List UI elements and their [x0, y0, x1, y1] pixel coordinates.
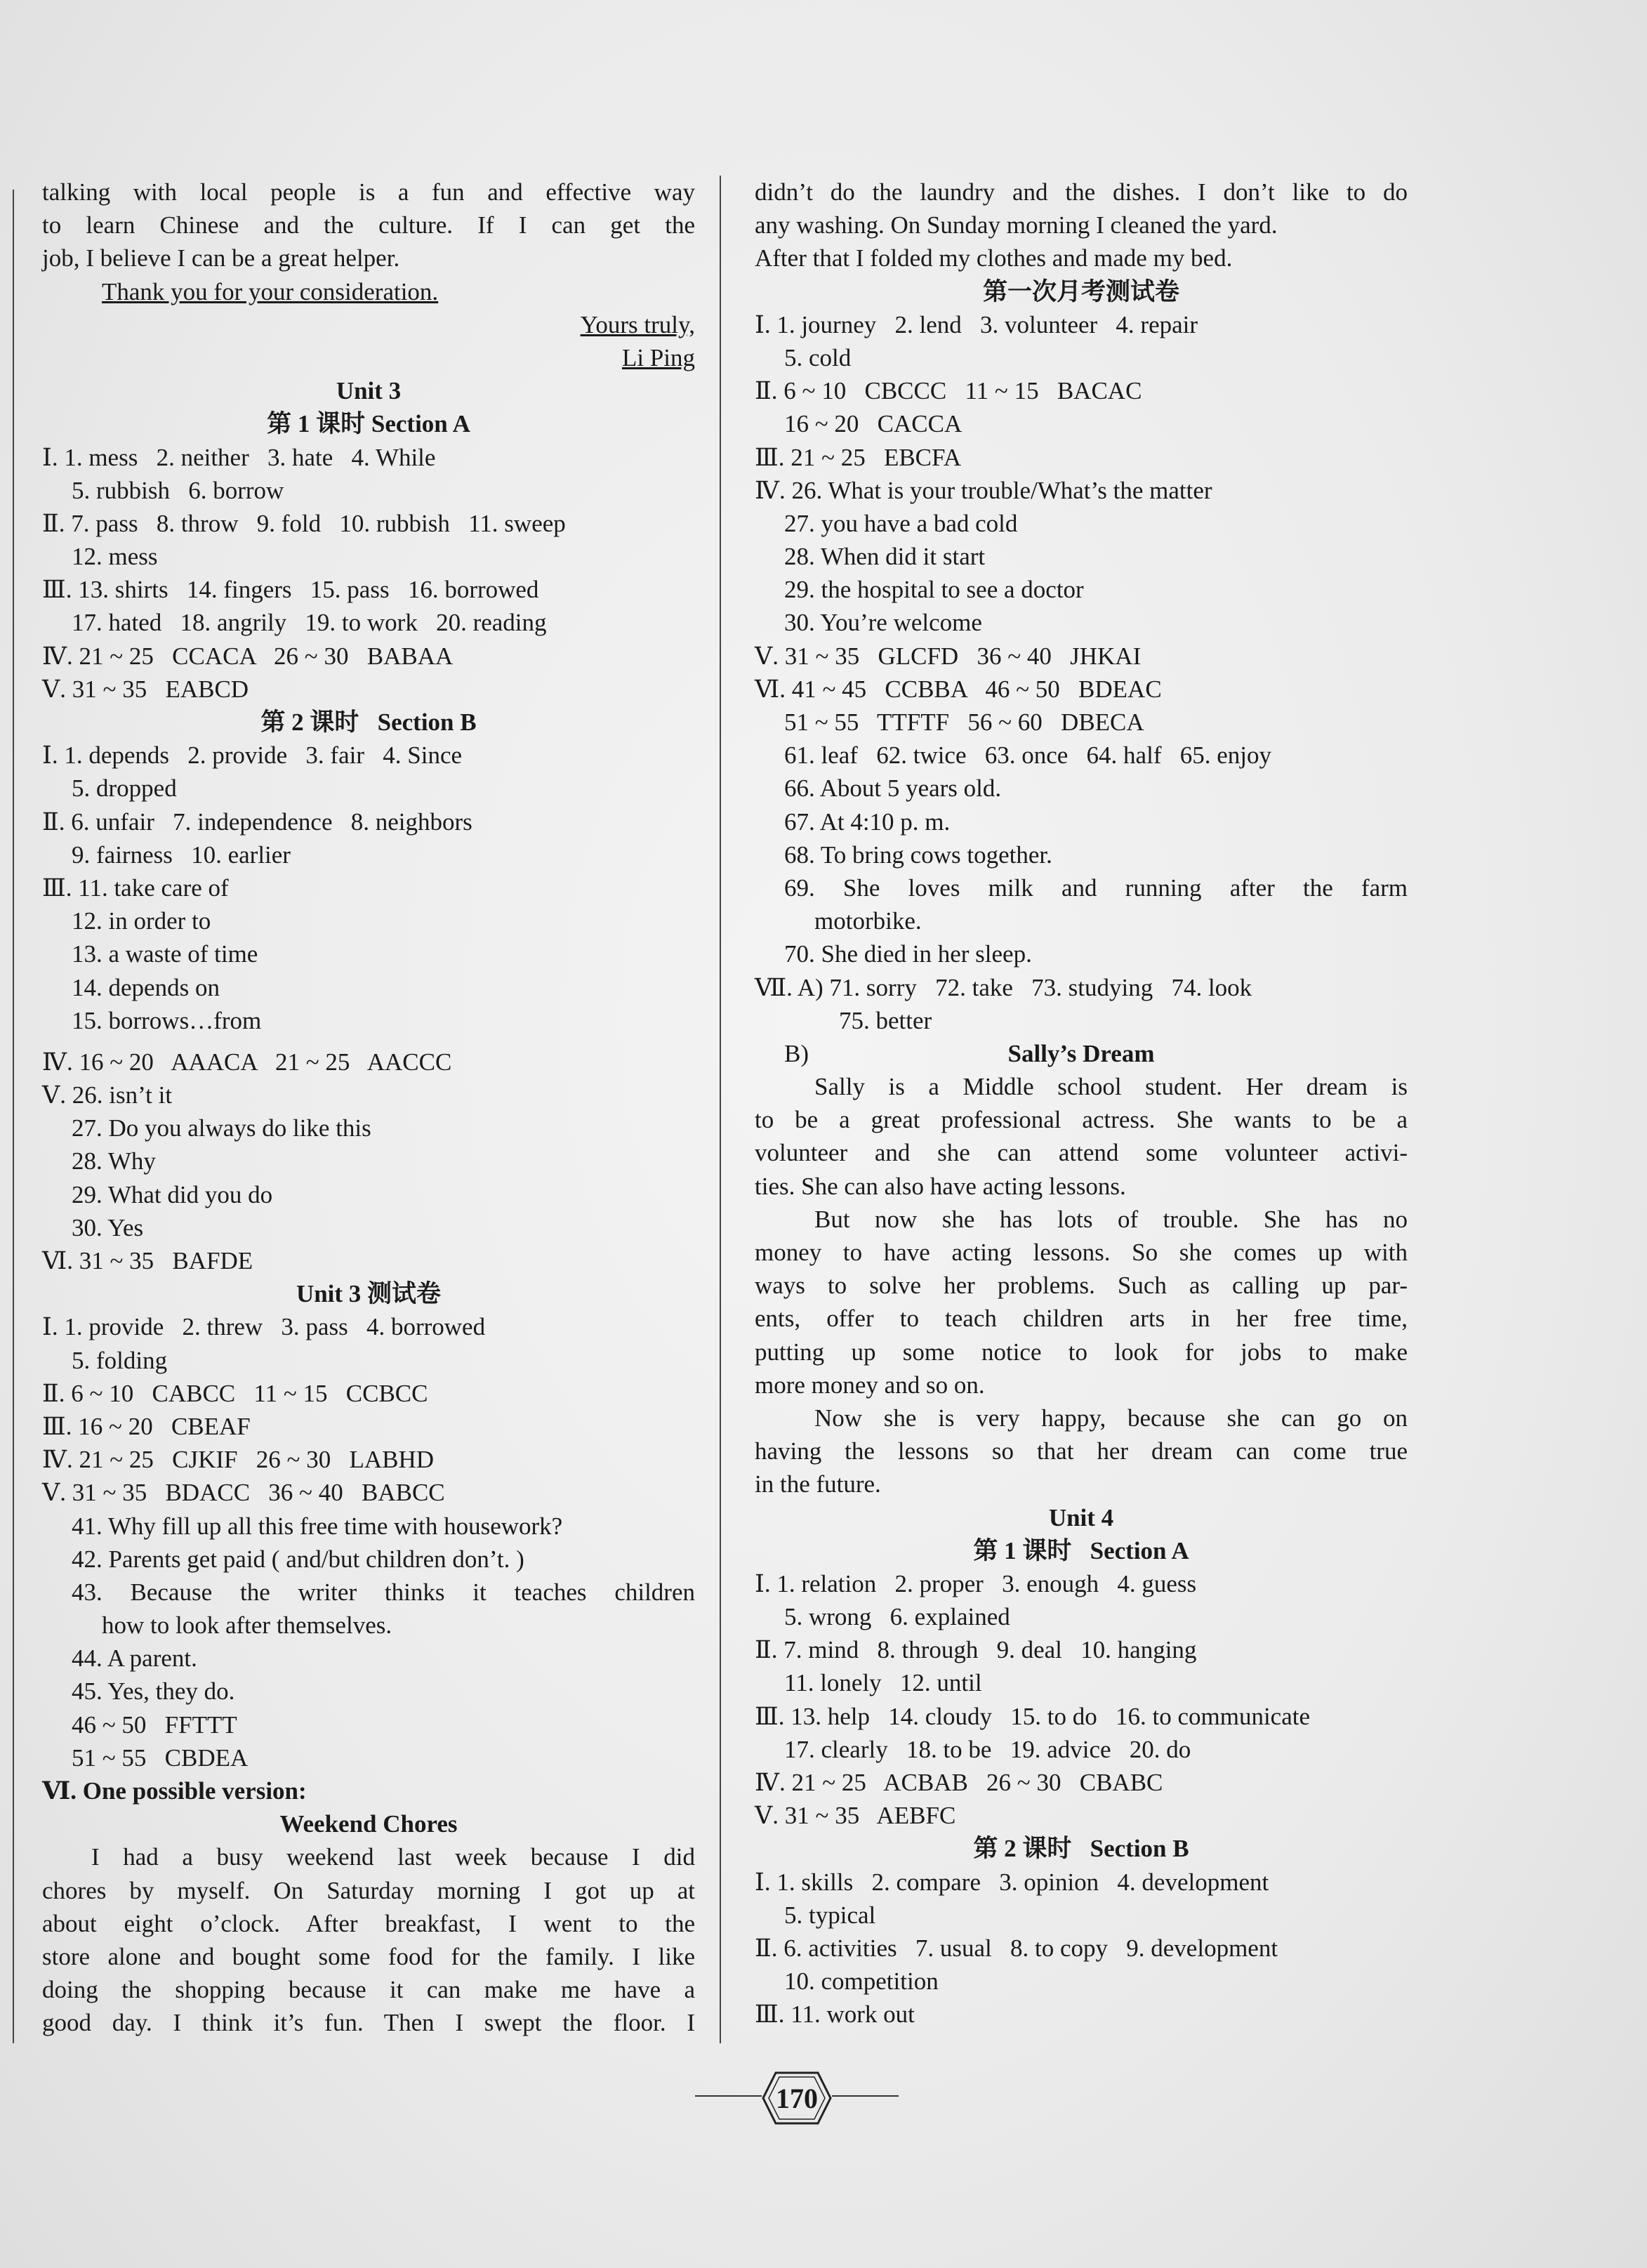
essay-line: store alone and bought some food for the family. I like [42, 1942, 695, 1970]
answer-line: 28. When did it start [784, 543, 986, 571]
answer-line: Ⅰ. 1. journey 2. lend 3. volunteer 4. repair [755, 310, 1198, 338]
page-number-badge [762, 2070, 832, 2126]
answer-line: 51 ~ 55 CBDEA [72, 1743, 249, 1772]
answer-line: 45. Yes, they do. [72, 1677, 235, 1706]
section-heading: 第 2 课时 Section B [973, 1835, 1189, 1863]
answer-line: Ⅳ. 21 ~ 25 CCACA 26 ~ 30 BABAA [42, 642, 454, 670]
essay-line: doing the shopping because it can make me have a [42, 1976, 695, 2004]
answer-line: Ⅰ. 1. depends 2. provide 3. fair 4. Since [42, 741, 463, 770]
answer-line: Ⅱ. 7. mind 8. through 9. deal 10. hanging [755, 1636, 1197, 1664]
answer-line: Ⅲ. 21 ~ 25 EBCFA [755, 443, 962, 471]
answer-line: how to look after themselves. [102, 1611, 392, 1640]
answer-line: Ⅰ. 1. relation 2. proper 3. enough 4. guess [755, 1569, 1197, 1597]
story-line: ways to solve her problems. Such as calling up par- [755, 1272, 1408, 1300]
answer-line: Ⅶ. A) 71. sorry 72. take 73. studying 74. look [755, 973, 1252, 1001]
answer-line: Ⅴ. 31 ~ 35 AEBFC [755, 1802, 956, 1830]
answer-line: Ⅲ. 13. shirts 14. fingers 15. pass 16. borrowed [42, 576, 539, 604]
signature-line [42, 341, 695, 374]
answer-line: 10. competition [784, 1967, 939, 1996]
story-line: ties. She can also have acting lessons. [755, 1172, 1126, 1200]
answer-line: 68. To bring cows together. [784, 840, 1052, 869]
closing-text: Thank you for your consideration. [102, 277, 439, 305]
story-line: But now she has lots of trouble. She has no [814, 1205, 1408, 1233]
section-heading: 第 2 课时 Section B [260, 708, 477, 736]
story-title: Sally’s Dream [1007, 1039, 1155, 1067]
answer-line: Ⅵ. One possible version: [42, 1777, 307, 1805]
page-footer [695, 2070, 899, 2126]
answer-line: 5. cold [784, 343, 852, 371]
column-divider [720, 176, 721, 2043]
answer-line: 15. borrows…from [72, 1006, 262, 1034]
answer-line: Ⅳ. 26. What is your trouble/What’s the matter [755, 476, 1212, 504]
answer-line: 5. typical [784, 1901, 876, 1929]
answer-line: 51 ~ 55 TTFTF 56 ~ 60 DBECA [784, 708, 1144, 736]
page-number: 170 [776, 2082, 818, 2114]
right-column [755, 176, 1408, 2043]
answer-line: 30. You’re welcome [784, 609, 982, 637]
answer-line: 28. Why [72, 1147, 156, 1175]
left-column [42, 176, 695, 2043]
answer-line: 11. lonely 12. until [784, 1669, 982, 1697]
answer-line: 14. depends on [72, 973, 220, 1001]
answer-line: Ⅴ. 31 ~ 35 EABCD [42, 675, 249, 703]
answer-line: Ⅲ. 11. take care of [42, 873, 229, 902]
section-heading: Unit 3 [336, 377, 402, 405]
answer-line: Ⅱ. 6. activities 7. usual 8. to copy 9. development [755, 1934, 1278, 1962]
footer-rule-left [695, 2095, 762, 2097]
answer-line: Ⅲ. 13. help 14. cloudy 15. to do 16. to communicate [755, 1702, 1311, 1730]
answer-line: 42. Parents get paid ( and/but children don’t. ) [72, 1545, 524, 1573]
essay-line: chores by myself. On Saturday morning I got up at [42, 1876, 695, 1904]
answer-line: 5. dropped [72, 774, 177, 803]
answer-line: 75. better [839, 1006, 932, 1034]
answer-line: Ⅱ. 7. pass 8. throw 9. fold 10. rubbish 11. sweep [42, 509, 566, 537]
section-heading: Unit 4 [1048, 1503, 1114, 1531]
text-line: job, I believe I can be a great helper. [42, 244, 400, 272]
text-line: talking with local people is a fun and effective way [42, 178, 695, 206]
answer-line: Ⅳ. 21 ~ 25 ACBAB 26 ~ 30 CBABC [755, 1769, 1163, 1796]
answer-line: 5. rubbish 6. borrow [72, 476, 284, 504]
answer-line: 29. What did you do [72, 1180, 273, 1208]
story-line: more money and so on. [755, 1371, 985, 1399]
answer-line: Ⅲ. 16 ~ 20 CBEAF [42, 1412, 251, 1440]
answer-line: Ⅳ. 21 ~ 25 CJKIF 26 ~ 30 LABHD [42, 1446, 435, 1474]
answer-line: Ⅰ. 1. skills 2. compare 3. opinion 4. development [755, 1868, 1269, 1896]
answer-line: 27. you have a bad cold [784, 509, 1018, 537]
answer-line: 44. A parent. [72, 1644, 197, 1673]
section-heading: 第 1 课时 Section A [267, 410, 470, 438]
signoff-line [42, 308, 695, 341]
answer-line: 66. About 5 years old. [784, 774, 1002, 803]
signoff-text: Yours truly, [580, 310, 695, 338]
answer-line: 30. Yes [72, 1213, 144, 1241]
answer-line: 12. mess [72, 543, 158, 571]
signature-text: Li Ping [621, 343, 695, 371]
answer-line: motorbike. [814, 907, 922, 935]
answer-line: 69. She loves milk and running after the farm [784, 873, 1408, 902]
answer-line: Ⅱ. 6 ~ 10 CBCCC 11 ~ 15 BACAC [755, 377, 1142, 405]
answer-line: 43. Because the writer thinks it teaches children [72, 1578, 695, 1606]
answer-line: Ⅱ. 6. unfair 7. independence 8. neighbors [42, 807, 472, 836]
story-line: in the future. [755, 1470, 881, 1498]
part-b-label: B) [784, 1039, 809, 1067]
story-line: to be a great professional actress. She wants to be a [755, 1106, 1408, 1134]
answer-line: 17. clearly 18. to be 19. advice 20. do [784, 1735, 1191, 1763]
answer-line: 29. the hospital to see a doctor [784, 576, 1084, 604]
answer-line: Ⅲ. 11. work out [755, 2000, 915, 2029]
answer-line: 9. fairness 10. earlier [72, 840, 291, 869]
answer-line: 5. wrong 6. explained [784, 1603, 1010, 1631]
answer-line: Ⅴ. 31 ~ 35 BDACC 36 ~ 40 BABCC [42, 1479, 445, 1507]
story-line: putting up some notice to look for jobs to make [755, 1338, 1408, 1366]
answer-line: Ⅴ. 31 ~ 35 GLCFD 36 ~ 40 JHKAI [755, 642, 1142, 670]
story-line: ents, offer to teach children arts in her free time, [755, 1305, 1408, 1333]
answer-line: 16 ~ 20 CACCA [784, 410, 963, 438]
story-line: Now she is very happy, because she can go on [814, 1404, 1408, 1432]
essay-title: Weekend Chores [279, 1810, 458, 1838]
answer-line: 67. At 4:10 p. m. [784, 807, 951, 836]
answer-line: 41. Why fill up all this free time with housework? [72, 1512, 563, 1540]
essay-line: After that I folded my clothes and made my bed. [755, 244, 1233, 272]
footer-rule-right [832, 2095, 899, 2097]
story-line: money to have acting lessons. So she comes up with [755, 1239, 1408, 1266]
text-line: to learn Chinese and the culture. If I can get the [42, 211, 695, 239]
answer-line: Ⅰ. 1. provide 2. threw 3. pass 4. borrowed [42, 1313, 486, 1341]
section-heading: Unit 3 测试卷 [296, 1280, 442, 1308]
answer-line: Ⅴ. 26. isn’t it [42, 1081, 173, 1109]
section-heading: 第 1 课时 Section A [973, 1536, 1189, 1564]
answer-line: 46 ~ 50 FFTTT [72, 1710, 237, 1739]
essay-line: any washing. On Sunday morning I cleaned the yard. [755, 211, 1278, 239]
answer-line: Ⅱ. 6 ~ 10 CABCC 11 ~ 15 CCBCC [42, 1379, 428, 1407]
essay-line: about eight o’clock. After breakfast, I went to the [42, 1909, 695, 1937]
essay-line: good day. I think it’s fun. Then I swept the floor. I [42, 2009, 695, 2037]
story-line: Sally is a Middle school student. Her dream is [814, 1073, 1408, 1101]
essay-line: didn’t do the laundry and the dishes. I don’t like to do [755, 178, 1408, 206]
answer-line: Ⅵ. 31 ~ 35 BAFDE [42, 1247, 253, 1274]
left-margin-rule [13, 190, 14, 2043]
answer-line: Ⅵ. 41 ~ 45 CCBBA 46 ~ 50 BDEAC [755, 675, 1162, 703]
answer-line: Ⅳ. 16 ~ 20 AAACA 21 ~ 25 AACCC [42, 1048, 452, 1076]
answer-line: 17. hated 18. angrily 19. to work 20. reading [72, 609, 547, 637]
answer-line: 12. in order to [72, 907, 211, 935]
story-line: volunteer and she can attend some volunteer activi- [755, 1139, 1408, 1167]
closing-line [42, 275, 695, 308]
answer-line: 27. Do you always do like this [72, 1114, 371, 1142]
answer-line: 13. a waste of time [72, 940, 258, 968]
part-b-line [755, 1037, 1408, 1070]
section-heading: 第一次月考测试卷 [982, 277, 1179, 305]
answer-line: Ⅰ. 1. mess 2. neither 3. hate 4. While [42, 443, 436, 471]
story-line: having the lessons so that her dream can come true [755, 1437, 1408, 1465]
answer-line: 61. leaf 62. twice 63. once 64. half 65. enjoy [784, 741, 1271, 770]
essay-line: I had a busy weekend last week because I did [91, 1843, 695, 1871]
answer-line: 70. She died in her sleep. [784, 940, 1032, 968]
answer-line: 5. folding [72, 1346, 168, 1374]
